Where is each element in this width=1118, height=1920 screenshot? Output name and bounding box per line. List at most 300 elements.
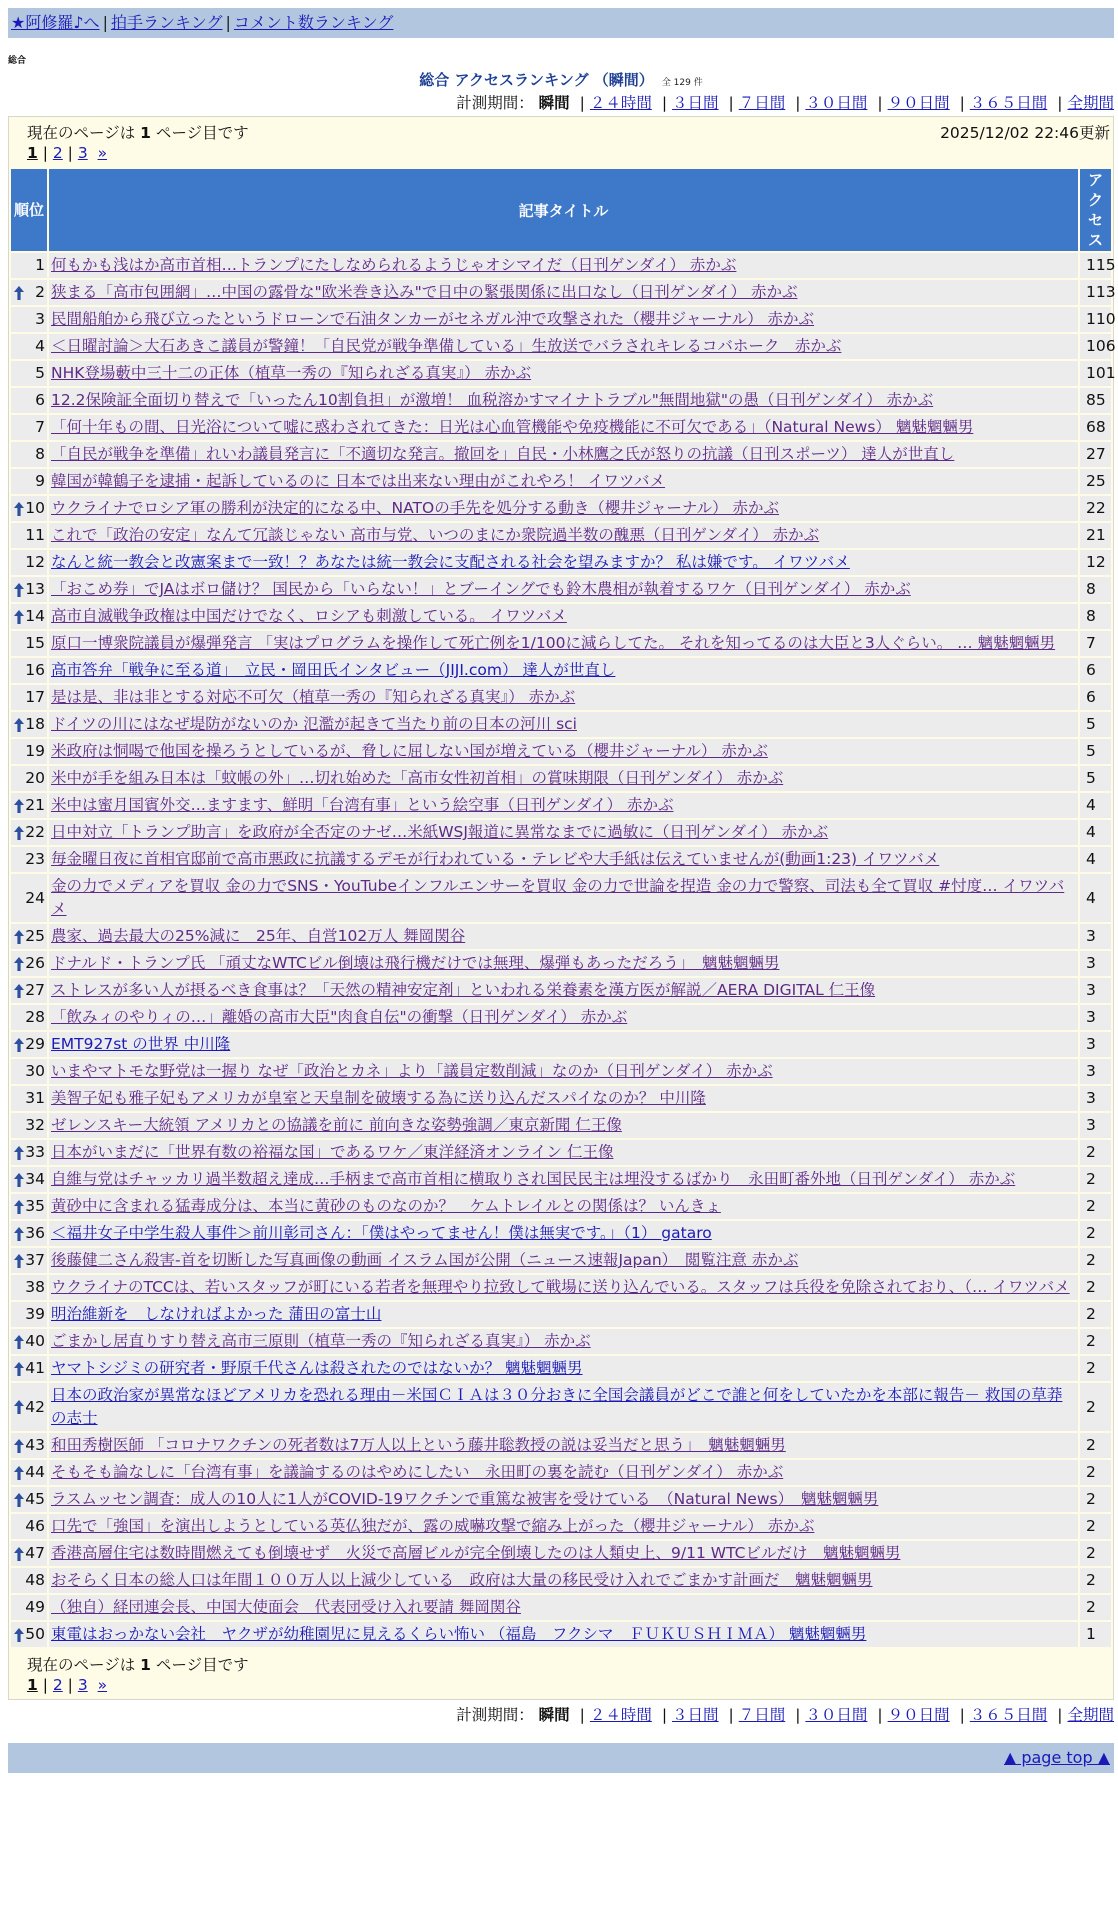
access-count: 110	[1080, 307, 1111, 332]
title-cell	[49, 1595, 1078, 1620]
table-row	[11, 1248, 1111, 1273]
rank-up-arrow-icon	[14, 957, 24, 971]
rank-cell	[11, 1194, 47, 1219]
ranking-rows	[11, 253, 1116, 1647]
article-link[interactable]: 民間船舶から飛び立ったというドローンで石油タンカーがセネガル沖で攻撃された（櫻井ジャーナル） 赤かぶ	[51, 310, 815, 328]
rank-number: 14	[25, 607, 45, 625]
period-link-3d[interactable]: ３日間	[672, 1706, 719, 1724]
title-cell	[49, 1167, 1078, 1192]
article-link[interactable]: 「飲みィのやりィの…」離婚の高市大臣"肉食自伝"の衝撃（日刊ゲンダイ） 赤かぶ	[51, 1008, 628, 1026]
current-page-text: 現在のページは 1 ページ目です	[27, 124, 249, 142]
rank-cell	[11, 793, 47, 818]
table-row	[11, 577, 1111, 602]
access-count: 27	[1080, 442, 1111, 467]
title-cell	[49, 1329, 1078, 1354]
table-row	[11, 1514, 1111, 1539]
table-row	[11, 1194, 1111, 1219]
table-row	[11, 1113, 1111, 1138]
article-link[interactable]: 12.2保険証全面切り替えで「いったん10割負担」が激増！ 血税溶かすマイナトラブル"無間地獄"の愚（日刊ゲンダイ） 赤かぶ	[51, 391, 934, 409]
table-row	[11, 388, 1111, 413]
access-count: 3	[1080, 1032, 1111, 1057]
article-link[interactable]: EMT927st の世界 中川隆	[51, 1035, 231, 1053]
title-cell	[49, 658, 1078, 683]
title-cell	[49, 685, 1078, 710]
article-link[interactable]: 米政府は恫喝で他国を操ろうとしているが、脅しに屈しない国が増えている（櫻井ジャーナル） 赤かぶ	[51, 742, 768, 760]
rank-up-arrow-icon	[14, 1038, 24, 1052]
title-cell	[49, 1248, 1078, 1273]
article-link[interactable]: 是は是、非は非とする対応不可欠（植草一秀の『知られざる真実』） 赤かぶ	[51, 688, 576, 706]
title-cell	[49, 1302, 1078, 1327]
article-link[interactable]: 狭まる「高市包囲網」…中国の露骨な"欧米巻き込み"で日中の緊張関係に出口なし（日刊ゲンダイ） 赤かぶ	[51, 283, 798, 301]
title-cell	[49, 1383, 1078, 1431]
article-link[interactable]: 米中は蜜月国賓外交…ますます、鮮明「台湾有事」という絵空事（日刊ゲンダイ） 赤かぶ	[51, 796, 674, 814]
table-row	[11, 924, 1111, 949]
period-link-7d[interactable]: ７日間	[738, 1706, 786, 1724]
rank-number: 33	[25, 1143, 45, 1161]
article-link[interactable]: 原口一博衆院議員が爆弾発言 「実はプログラムを操作して死亡例を1/100に減らしてた。 それを知ってるのは大臣と3人ぐらい。 … 魑魅魍魎男	[51, 634, 1056, 652]
rank-cell	[11, 951, 47, 976]
access-count: 2	[1080, 1221, 1111, 1246]
article-link[interactable]: ＜福井女子中学生殺人事件＞前川彰司さん：「僕はやってません！僕は無実です。」（1） gataro	[51, 1224, 712, 1242]
title-cell	[49, 874, 1078, 922]
article-link[interactable]: 日本がいまだに「世界有数の裕福な国」であるワケ／東洋経済オンライン 仁王像	[51, 1143, 614, 1161]
rank-up-arrow-icon	[14, 1200, 24, 1214]
article-link[interactable]: （独自）経団連会長、中国大使面会 代表団受け入れ要請 舞岡関谷	[51, 1598, 521, 1616]
access-count: 8	[1080, 577, 1111, 602]
table-row	[11, 739, 1111, 764]
table-row	[11, 631, 1111, 656]
access-count: 2	[1080, 1275, 1111, 1300]
rank-cell	[11, 685, 47, 710]
title-cell	[49, 951, 1078, 976]
table-row	[11, 496, 1111, 521]
article-link[interactable]: 香港高層住宅は数時間燃えても倒壊せず 火災で高層ビルが完全倒壊したのは人類史上、9/11 WTCビルだけ 魑魅魍魎男	[51, 1544, 901, 1562]
title-cell	[49, 1032, 1078, 1057]
rank-number: 15	[25, 634, 45, 652]
article-link[interactable]: 美智子妃も雅子妃もアメリカが皇室と天皇制を破壊する為に送り込んだスパイなのか？ 中川隆	[51, 1089, 706, 1107]
title-cell	[49, 1568, 1078, 1593]
rank-number: 1	[35, 256, 45, 274]
period-link-all[interactable]: 全期間	[1067, 94, 1114, 112]
table-row	[11, 280, 1111, 305]
nav-separator: |	[225, 13, 231, 32]
page-info-top	[9, 117, 1113, 167]
article-link[interactable]: 「自民が戦争を準備」れいわ議員発言に「不適切な発言。撤回を」自民・小林鷹之氏が怒りの抗議（日刊スポーツ） 達人が世直し	[51, 445, 955, 463]
article-link[interactable]: ＜日曜討論＞大石あきこ議員が警鐘！「自民党が戦争準備している」生放送でバラされキレるコバホーク 赤かぶ	[51, 337, 842, 355]
article-link[interactable]: ウクライナでロシア軍の勝利が決定的になる中、NATOの手先を処分する動き（櫻井ジャーナル） 赤かぶ	[51, 499, 780, 517]
rank-cell	[11, 469, 47, 494]
title-cell	[49, 739, 1078, 764]
period-link-24h[interactable]: ２４時間	[589, 94, 652, 112]
title-cell	[49, 766, 1078, 791]
rank-number: 9	[35, 472, 45, 490]
access-count: 115	[1080, 253, 1111, 278]
title-cell	[49, 523, 1078, 548]
article-link[interactable]: ストレスが多い人が摂るべき食事は？「天然の精神安定剤」といわれる栄養素を漢方医が解説／AERA DIGITAL 仁王像	[51, 981, 876, 999]
article-link[interactable]: 毎金曜日夜に首相官邸前で高市悪政に抗議するデモが行われている・テレビや大手紙は伝えていませんが(動画1:23) イワツバメ	[51, 850, 940, 868]
period-link-30d[interactable]: ３０日間	[805, 94, 868, 112]
access-count: 3	[1080, 951, 1111, 976]
access-count: 2	[1080, 1167, 1111, 1192]
title-cell	[49, 415, 1078, 440]
rank-up-arrow-icon	[14, 583, 24, 597]
title-cell	[49, 469, 1078, 494]
rank-number: 27	[25, 981, 45, 999]
table-row	[11, 1433, 1111, 1458]
access-count: 2	[1080, 1595, 1111, 1620]
article-link[interactable]: 日中対立「トランプ助言」を政府が全否定のナゼ…米紙WSJ報道に異常なまでに過敏に（日刊ゲンダイ） 赤かぶ	[51, 823, 829, 841]
access-count: 4	[1080, 793, 1111, 818]
article-link[interactable]: 明治維新を しなければよかった 蒲田の富士山	[51, 1305, 382, 1323]
rank-cell	[11, 847, 47, 872]
rank-cell	[11, 1487, 47, 1512]
table-row	[11, 951, 1111, 976]
article-link[interactable]: いまやマトモな野党は一握り なぜ「政治とカネ」より「議員定数削減」なのか（日刊ゲンダイ） 赤かぶ	[51, 1062, 773, 1080]
period-link-3d[interactable]: ３日間	[672, 94, 719, 112]
article-link[interactable]: ゼレンスキー大統領 アメリカとの協議を前に 前向きな姿勢強調／東京新聞 仁王像	[51, 1116, 622, 1134]
updated-timestamp: 2025/12/02 22:46更新	[940, 124, 1110, 142]
access-count: 3	[1080, 1113, 1111, 1138]
rank-number: 42	[25, 1397, 45, 1416]
article-link[interactable]: ヤマトシジミの研究者・野原千代さんは殺されたのではないか？ 魑魅魍魎男	[51, 1359, 583, 1377]
title-cell	[49, 307, 1078, 332]
period-link-365d[interactable]: ３６５日間	[969, 94, 1048, 112]
table-row	[11, 361, 1111, 386]
page-link-3[interactable]: 3	[77, 1676, 88, 1694]
table-row	[11, 793, 1111, 818]
access-count: 2	[1080, 1140, 1111, 1165]
title-cell	[49, 1433, 1078, 1458]
table-row	[11, 712, 1111, 737]
rank-cell	[11, 1383, 47, 1431]
access-count: 4	[1080, 847, 1111, 872]
rank-cell	[11, 604, 47, 629]
title-cell	[49, 253, 1078, 278]
access-count: 4	[1080, 820, 1111, 845]
nav-link-clap-ranking[interactable]: 拍手ランキング	[110, 13, 223, 32]
pagination-bottom: 1 | 2 | 3 »	[27, 1676, 108, 1694]
rank-number: 12	[25, 553, 45, 571]
pagination-top: 1 | 2 | 3 »	[27, 144, 108, 162]
period-selector-top: 計測期間： 瞬間 | ２４時間 | ３日間 | ７日間 | ３０日間 | ９０日間 | ３６５日間 | 全期間	[456, 94, 1114, 112]
rank-up-arrow-icon	[14, 930, 24, 944]
period-link-all[interactable]: 全期間	[1067, 1706, 1114, 1724]
rank-cell	[11, 1622, 47, 1647]
title-cell	[49, 793, 1078, 818]
table-row	[11, 1329, 1111, 1354]
rank-cell	[11, 1460, 47, 1485]
rank-number: 2	[35, 283, 45, 301]
access-count: 3	[1080, 1059, 1111, 1084]
article-link[interactable]: 東電はおっかない会社 ヤクザが幼稚園児に見えるくらい怖い （福島 フクシマ ＦＵＫＵＳＨＩＭＡ） 魑魅魍魎男	[51, 1625, 867, 1643]
rank-cell	[11, 1302, 47, 1327]
rank-cell	[11, 820, 47, 845]
title-cell	[49, 820, 1078, 845]
rank-number: 24	[25, 888, 45, 907]
rank-cell	[11, 253, 47, 278]
rank-up-arrow-icon	[14, 610, 24, 624]
article-link[interactable]: 口先で「強国」を演出しようとしている英仏独だが、露の威嚇攻撃で縮み上がった（櫻井ジャーナル） 赤かぶ	[51, 1517, 815, 1535]
rank-number: 49	[25, 1598, 45, 1616]
article-link[interactable]: 和田秀樹医師 「コロナワクチンの死者数は7万人以上という藤井聡教授の説は妥当だと思う」 魑魅魍魎男	[51, 1436, 786, 1454]
period-label: 計測期間：	[456, 1706, 534, 1724]
rank-number: 11	[25, 526, 45, 544]
rank-number: 13	[25, 580, 45, 598]
ranking-box	[8, 116, 1114, 1700]
period-current: 瞬間	[538, 1706, 570, 1724]
access-count: 3	[1080, 924, 1111, 949]
article-link[interactable]: 黄砂中に含まれる猛毒成分は、本当に黄砂のものなのか？ ケムトレイルとの関係は？ いんきょ	[51, 1197, 721, 1215]
rank-cell	[11, 658, 47, 683]
access-count: 2	[1080, 1568, 1111, 1593]
rank-cell	[11, 1167, 47, 1192]
rank-cell	[11, 766, 47, 791]
rank-number: 22	[25, 823, 45, 841]
access-count: 25	[1080, 469, 1111, 494]
page-next-link[interactable]: »	[97, 1676, 108, 1694]
rank-number: 39	[25, 1305, 45, 1323]
title-cell	[49, 334, 1078, 359]
rank-number: 20	[25, 769, 45, 787]
title-cell	[49, 847, 1078, 872]
access-count: 8	[1080, 604, 1111, 629]
title-cell	[49, 1194, 1078, 1219]
page-top-link[interactable]: ▲ page top ▲	[1003, 1748, 1110, 1767]
rank-cell	[11, 1113, 47, 1138]
rank-number: 4	[35, 337, 45, 355]
rank-number: 3	[35, 310, 45, 328]
rank-number: 23	[25, 850, 45, 868]
article-link[interactable]: 何もかも浅はか高市首相…トランプにたしなめられるようじゃオシマイだ（日刊ゲンダイ） 赤かぶ	[51, 256, 737, 274]
table-row	[11, 1487, 1111, 1512]
access-count: 2	[1080, 1541, 1111, 1566]
title-cell	[49, 712, 1078, 737]
rank-number: 6	[35, 391, 45, 409]
rank-number: 16	[25, 661, 45, 679]
rank-cell	[11, 1514, 47, 1539]
rank-cell	[11, 496, 47, 521]
rank-cell	[11, 550, 47, 575]
period-link-90d[interactable]: ９０日間	[887, 94, 950, 112]
rank-up-arrow-icon	[14, 1335, 24, 1349]
rank-cell	[11, 739, 47, 764]
title-cell	[49, 550, 1078, 575]
period-link-7d[interactable]: ７日間	[738, 94, 786, 112]
ranking-table	[9, 167, 1116, 1649]
rank-cell	[11, 1221, 47, 1246]
rank-cell	[11, 1005, 47, 1030]
rank-up-arrow-icon	[14, 286, 24, 300]
rank-number: 21	[25, 796, 45, 814]
rank-cell	[11, 1086, 47, 1111]
rank-up-arrow-icon	[14, 1547, 24, 1561]
title-cell	[49, 1275, 1078, 1300]
rank-up-arrow-icon	[14, 1400, 24, 1414]
period-link-24h[interactable]: ２４時間	[589, 1706, 652, 1724]
rank-cell	[11, 978, 47, 1003]
rank-cell	[11, 1541, 47, 1566]
rank-cell	[11, 1140, 47, 1165]
rank-cell	[11, 442, 47, 467]
period-selector-bottom: 計測期間： 瞬間 | ２４時間 | ３日間 | ７日間 | ３０日間 | ９０日間 | ３６５日間 | 全期間	[456, 1706, 1114, 1724]
table-row	[11, 1383, 1111, 1431]
rank-cell	[11, 874, 47, 922]
article-link[interactable]: 日本の政治家が異常なほどアメリカを恐れる理由－米国ＣＩＡは３０分おきに全国会議員がどこで誰と何をしていたかを本部に報告－ 救国の草莽の志士	[51, 1386, 1063, 1427]
rank-cell	[11, 1275, 47, 1300]
page-current: 1	[27, 1676, 38, 1694]
rank-up-arrow-icon	[14, 1362, 24, 1376]
page-link-3[interactable]: 3	[77, 144, 88, 162]
period-link-30d[interactable]: ３０日間	[805, 1706, 868, 1724]
title-cell	[49, 442, 1078, 467]
rank-up-arrow-icon	[14, 718, 24, 732]
rank-up-arrow-icon	[14, 1173, 24, 1187]
article-link[interactable]: これで「政治の安定」なんて冗談じゃない 高市与党、いつのまにか衆院過半数の醜悪（日刊ゲンダイ） 赤かぶ	[51, 526, 820, 544]
access-count: 4	[1080, 874, 1111, 922]
rank-cell	[11, 388, 47, 413]
table-row	[11, 1221, 1111, 1246]
rank-cell	[11, 1568, 47, 1593]
rank-cell	[11, 280, 47, 305]
table-row	[11, 1460, 1111, 1485]
rank-number: 32	[25, 1116, 45, 1134]
rank-cell	[11, 1032, 47, 1057]
access-count: 5	[1080, 766, 1111, 791]
article-link[interactable]: ドナルド・トランプ氏 「頑丈なWTCビル倒壊は飛行機だけでは無理、爆弾もあっただろう」 魑魅魍魎男	[51, 954, 780, 972]
rank-number: 8	[35, 445, 45, 463]
rank-number: 36	[25, 1224, 45, 1242]
access-count: 85	[1080, 388, 1111, 413]
article-link[interactable]: 高市自滅戦争政権は中国だけでなく、ロシアも刺激している。 イワツバメ	[51, 607, 567, 625]
article-link[interactable]: ドイツの川にはなぜ堤防がないのか 氾濫が起きて当たり前の日本の河川 sci	[51, 715, 577, 733]
rank-number: 46	[25, 1517, 45, 1535]
access-count: 68	[1080, 415, 1111, 440]
article-link[interactable]: 米中が手を組み日本は「蚊帳の外」…切れ始めた「高市女性初首相」の賞味期限（日刊ゲンダイ） 赤かぶ	[51, 769, 784, 787]
rank-number: 45	[25, 1490, 45, 1508]
table-row	[11, 1568, 1111, 1593]
rank-cell	[11, 1356, 47, 1381]
article-link[interactable]: ウクライナのTCCは、若いスタッフが町にいる若者を無理やり拉致して戦場に送り込んでいる。スタッフは兵役を免除されており、（… イワツバメ	[51, 1278, 1070, 1296]
rank-number: 18	[25, 715, 45, 733]
article-link[interactable]: 自維与党はチャッカリ過半数超え達成…手柄まで高市首相に横取りされ国民民主は埋没するばかり 永田町番外地（日刊ゲンダイ） 赤かぶ	[51, 1170, 1016, 1188]
table-row	[11, 334, 1111, 359]
article-link[interactable]: おそらく日本の総人口は年間１００万人以上減少している 政府は大量の移民受け入れでごまかす計画だ 魑魅魍魎男	[51, 1571, 873, 1589]
title-cell	[49, 1541, 1078, 1566]
article-link[interactable]: 後藤健二さん殺害-首を切断した写真画像の動画 イスラム国が公開（ニュース速報Japan） 閲覧注意 赤かぶ	[51, 1251, 799, 1269]
article-link[interactable]: 「おこめ券」でJAはボロ儲け？ 国民から「いらない！」とブーイングでも鈴木農相が執着するワケ（日刊ゲンダイ） 赤かぶ	[51, 580, 911, 598]
title-cell	[49, 1059, 1078, 1084]
rank-number: 10	[25, 499, 45, 517]
nav-link-asyura-home[interactable]: ★阿修羅♪へ	[11, 13, 100, 32]
page-link-2[interactable]: 2	[52, 144, 63, 162]
table-row	[11, 1622, 1111, 1647]
title-cell	[49, 1221, 1078, 1246]
rank-number: 30	[25, 1062, 45, 1080]
rank-number: 29	[25, 1035, 45, 1053]
table-row	[11, 1086, 1111, 1111]
table-row	[11, 523, 1111, 548]
period-label: 計測期間：	[456, 94, 534, 112]
access-count: 6	[1080, 685, 1111, 710]
title-cell	[49, 280, 1078, 305]
rank-number: 44	[25, 1463, 45, 1481]
rank-cell	[11, 415, 47, 440]
title-cell	[49, 604, 1078, 629]
rank-cell	[11, 1595, 47, 1620]
table-row	[11, 1541, 1111, 1566]
page-next-link[interactable]: »	[97, 144, 108, 162]
access-count: 2	[1080, 1487, 1111, 1512]
article-link[interactable]: 韓国が韓鶴子を逮捕・起訴しているのに 日本では出来ない理由がこれやろ！ イワツバメ	[51, 472, 666, 490]
rank-cell	[11, 334, 47, 359]
header-rank: 順位	[11, 169, 47, 251]
rank-number: 47	[25, 1544, 45, 1562]
rank-cell	[11, 577, 47, 602]
article-link[interactable]: 金の力でメディアを買収 金の力でSNS・YouTubeインフルエンサーを買収 金の力で世論を捏造 金の力で警察、司法も全て買収 #忖度… イワツバメ	[51, 877, 1065, 918]
period-link-365d[interactable]: ３６５日間	[969, 1706, 1048, 1724]
article-link[interactable]: ラスムッセン調査：成人の10人に1人がCOVID-19ワクチンで重篤な被害を受けている （Natural News） 魑魅魍魎男	[51, 1490, 879, 1508]
page-link-2[interactable]: 2	[52, 1676, 63, 1694]
category-label: 総合	[8, 56, 27, 66]
rank-number: 7	[35, 418, 45, 436]
table-row	[11, 685, 1111, 710]
page-current: 1	[27, 144, 38, 162]
ranking-title: 総合 アクセスランキング （瞬間）	[419, 71, 654, 89]
access-count: 2	[1080, 1514, 1111, 1539]
nav-separator: |	[102, 13, 108, 32]
current-page-text: 現在のページは 1 ページ目です	[27, 1656, 249, 1674]
period-current: 瞬間	[538, 94, 570, 112]
article-link[interactable]: NHK登場藪中三十二の正体（植草一秀の『知られざる真実』） 赤かぶ	[51, 364, 532, 382]
article-link[interactable]: 「何十年もの間、日光浴について嘘に惑わされてきた：日光は心血管機能や免疫機能に不可欠である」（Natural News） 魑魅魍魎男	[51, 418, 974, 436]
title-cell	[49, 1113, 1078, 1138]
period-link-90d[interactable]: ９０日間	[887, 1706, 950, 1724]
article-link[interactable]: 農家、過去最大の25%減に 25年、自営102万人 舞岡関谷	[51, 927, 466, 945]
rank-up-arrow-icon	[14, 1227, 24, 1241]
article-link[interactable]: そもそも論なしに「台湾有事」を議論するのはやめにしたい 永田町の裏を読む（日刊ゲンダイ） 赤かぶ	[51, 1463, 784, 1481]
access-count: 2	[1080, 1194, 1111, 1219]
rank-number: 28	[25, 1008, 45, 1026]
table-row	[11, 1167, 1111, 1192]
bottom-bar	[8, 1743, 1114, 1773]
title-cell	[49, 577, 1078, 602]
nav-link-comment-ranking[interactable]: コメント数ランキング	[233, 13, 394, 32]
page-info-bottom	[9, 1649, 1113, 1699]
title-cell	[49, 496, 1078, 521]
table-row	[11, 1595, 1111, 1620]
title-cell	[49, 1514, 1078, 1539]
title-cell	[49, 1487, 1078, 1512]
rank-up-arrow-icon	[14, 1466, 24, 1480]
table-row	[11, 820, 1111, 845]
page-title	[8, 69, 1114, 91]
access-count: 21	[1080, 523, 1111, 548]
article-link[interactable]: ごまかし居直りすり替え高市三原則（植草一秀の『知られざる真実』） 赤かぶ	[51, 1332, 591, 1350]
title-cell	[49, 631, 1078, 656]
access-count: 113	[1080, 280, 1111, 305]
rank-up-arrow-icon	[14, 984, 24, 998]
access-count: 2	[1080, 1433, 1111, 1458]
header-title: 記事タイトル	[49, 169, 1078, 251]
table-row	[11, 847, 1111, 872]
rank-number: 31	[25, 1089, 45, 1107]
rank-cell	[11, 1329, 47, 1354]
article-link[interactable]: 高市答弁「戦争に至る道」 立民・岡田氏インタビュー（JIJI.com） 達人が世直し	[51, 661, 616, 679]
access-count: 5	[1080, 739, 1111, 764]
rank-up-arrow-icon	[14, 826, 24, 840]
article-link[interactable]: なんと統一教会と改憲案まで一致！？あなたは統一教会に支配される社会を望みますか？ 私は嫌です。 イワツバメ	[51, 553, 850, 571]
access-count: 2	[1080, 1383, 1111, 1431]
